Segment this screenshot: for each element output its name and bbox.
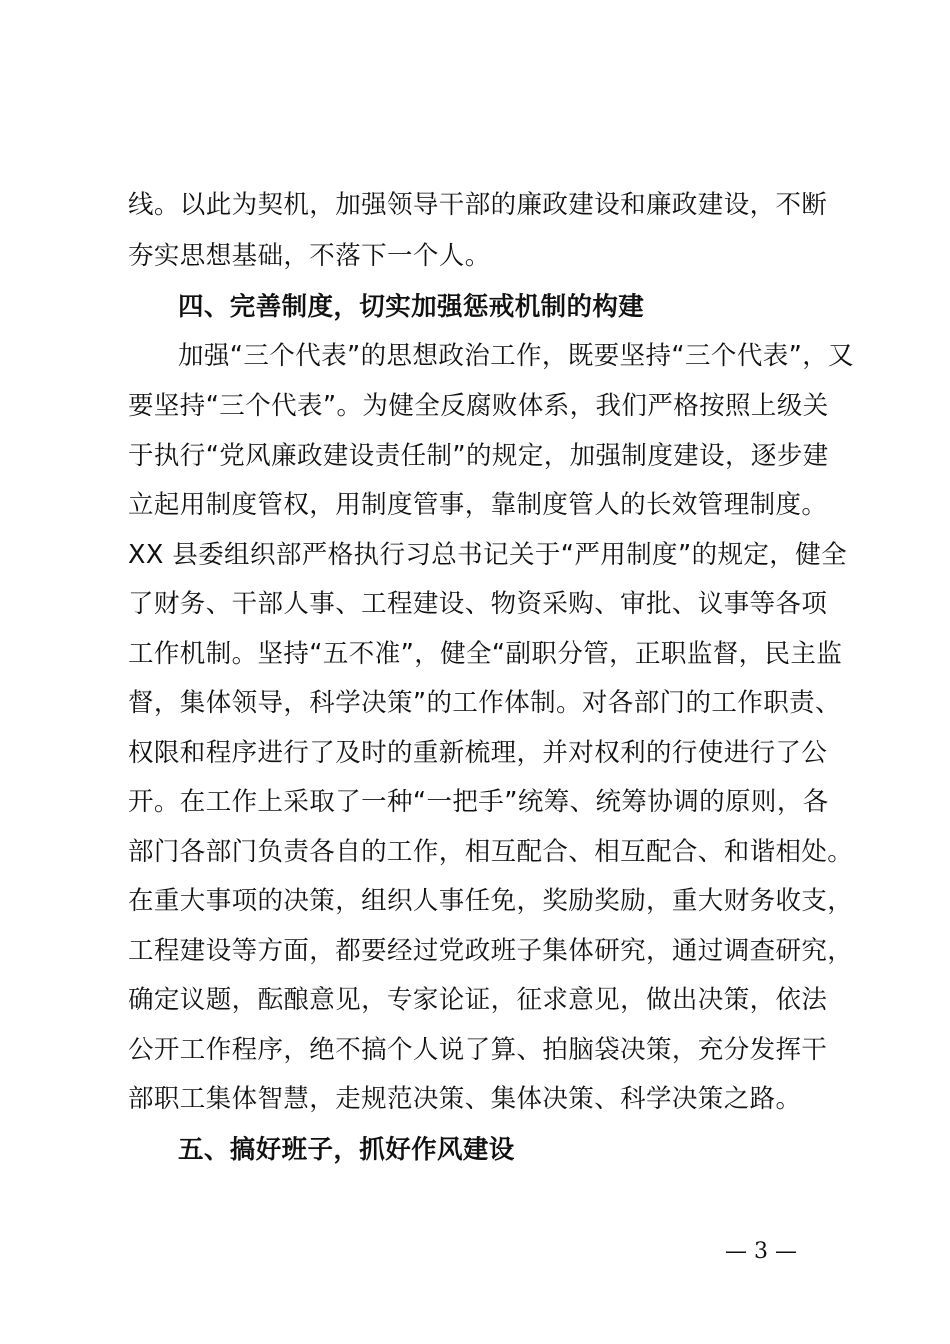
section-heading-5: 五、搞好班子，抓好作风建设 [178, 1135, 515, 1165]
body-text-line: 线。以此为契机，加强领导干部的廉政建设和廉政建设，不断 [128, 190, 828, 220]
paragraph-first-line: 加强“三个代表”的思想政治工作，既要坚持“三个代表”，又 [178, 341, 855, 371]
body-text-line: 于执行“党风廉政建设责任制”的规定，加强制度建设，逐步建 [128, 441, 829, 471]
body-text-line: 在重大事项的决策，组织人事任免，奖励奖励，重大财务收支， [128, 886, 854, 916]
body-text-line: 督，集体领导，科学决策”的工作体制。对各部门的工作职责、 [128, 688, 841, 718]
body-text-line: 工作机制。坚持“五不准”，健全“副职分管，正职监督，民主监 [128, 639, 843, 669]
section-heading-4: 四、完善制度，切实加强惩戒机制的构建 [178, 292, 645, 322]
body-text-line: 要坚持“三个代表”。为健全反腐败体系，我们严格按照上级关 [128, 391, 829, 421]
body-text-line: 部职工集体智慧，走规范决策、集体决策、科学决策之路。 [128, 1084, 802, 1114]
body-text-line: 开。在工作上采取了一种“一把手”统筹、统筹协调的原则，各 [128, 787, 829, 817]
body-text-line: 了财务、干部人事、工程建设、物资采购、审批、议事等各项 [128, 589, 828, 619]
body-text-line: 部门各部门负责各自的工作，相互配合、相互配合、和谐相处。 [128, 837, 854, 867]
body-text-line: 立起用制度管权，用制度管事，靠制度管人的长效管理制度。 [128, 490, 828, 520]
page-number: — 3 — [725, 1239, 797, 1264]
body-text-line: 公开工作程序，绝不搞个人说了算、拍脑袋决策，充分发挥干 [128, 1035, 828, 1065]
body-text-line: 确定议题，酝酿意见，专家论证，征求意见，做出决策，依法 [128, 985, 828, 1015]
body-text-line: 工程建设等方面，都要经过党政班子集体研究，通过调查研究， [128, 936, 854, 966]
body-text-line: 夯实思想基础，不落下一个人。 [128, 241, 491, 271]
body-text-line: 权限和程序进行了及时的重新梳理，并对权利的行使进行了公 [128, 738, 828, 768]
body-text-line: XX 县委组织部严格执行习总书记关于“严用制度”的规定，健全 [128, 540, 847, 570]
